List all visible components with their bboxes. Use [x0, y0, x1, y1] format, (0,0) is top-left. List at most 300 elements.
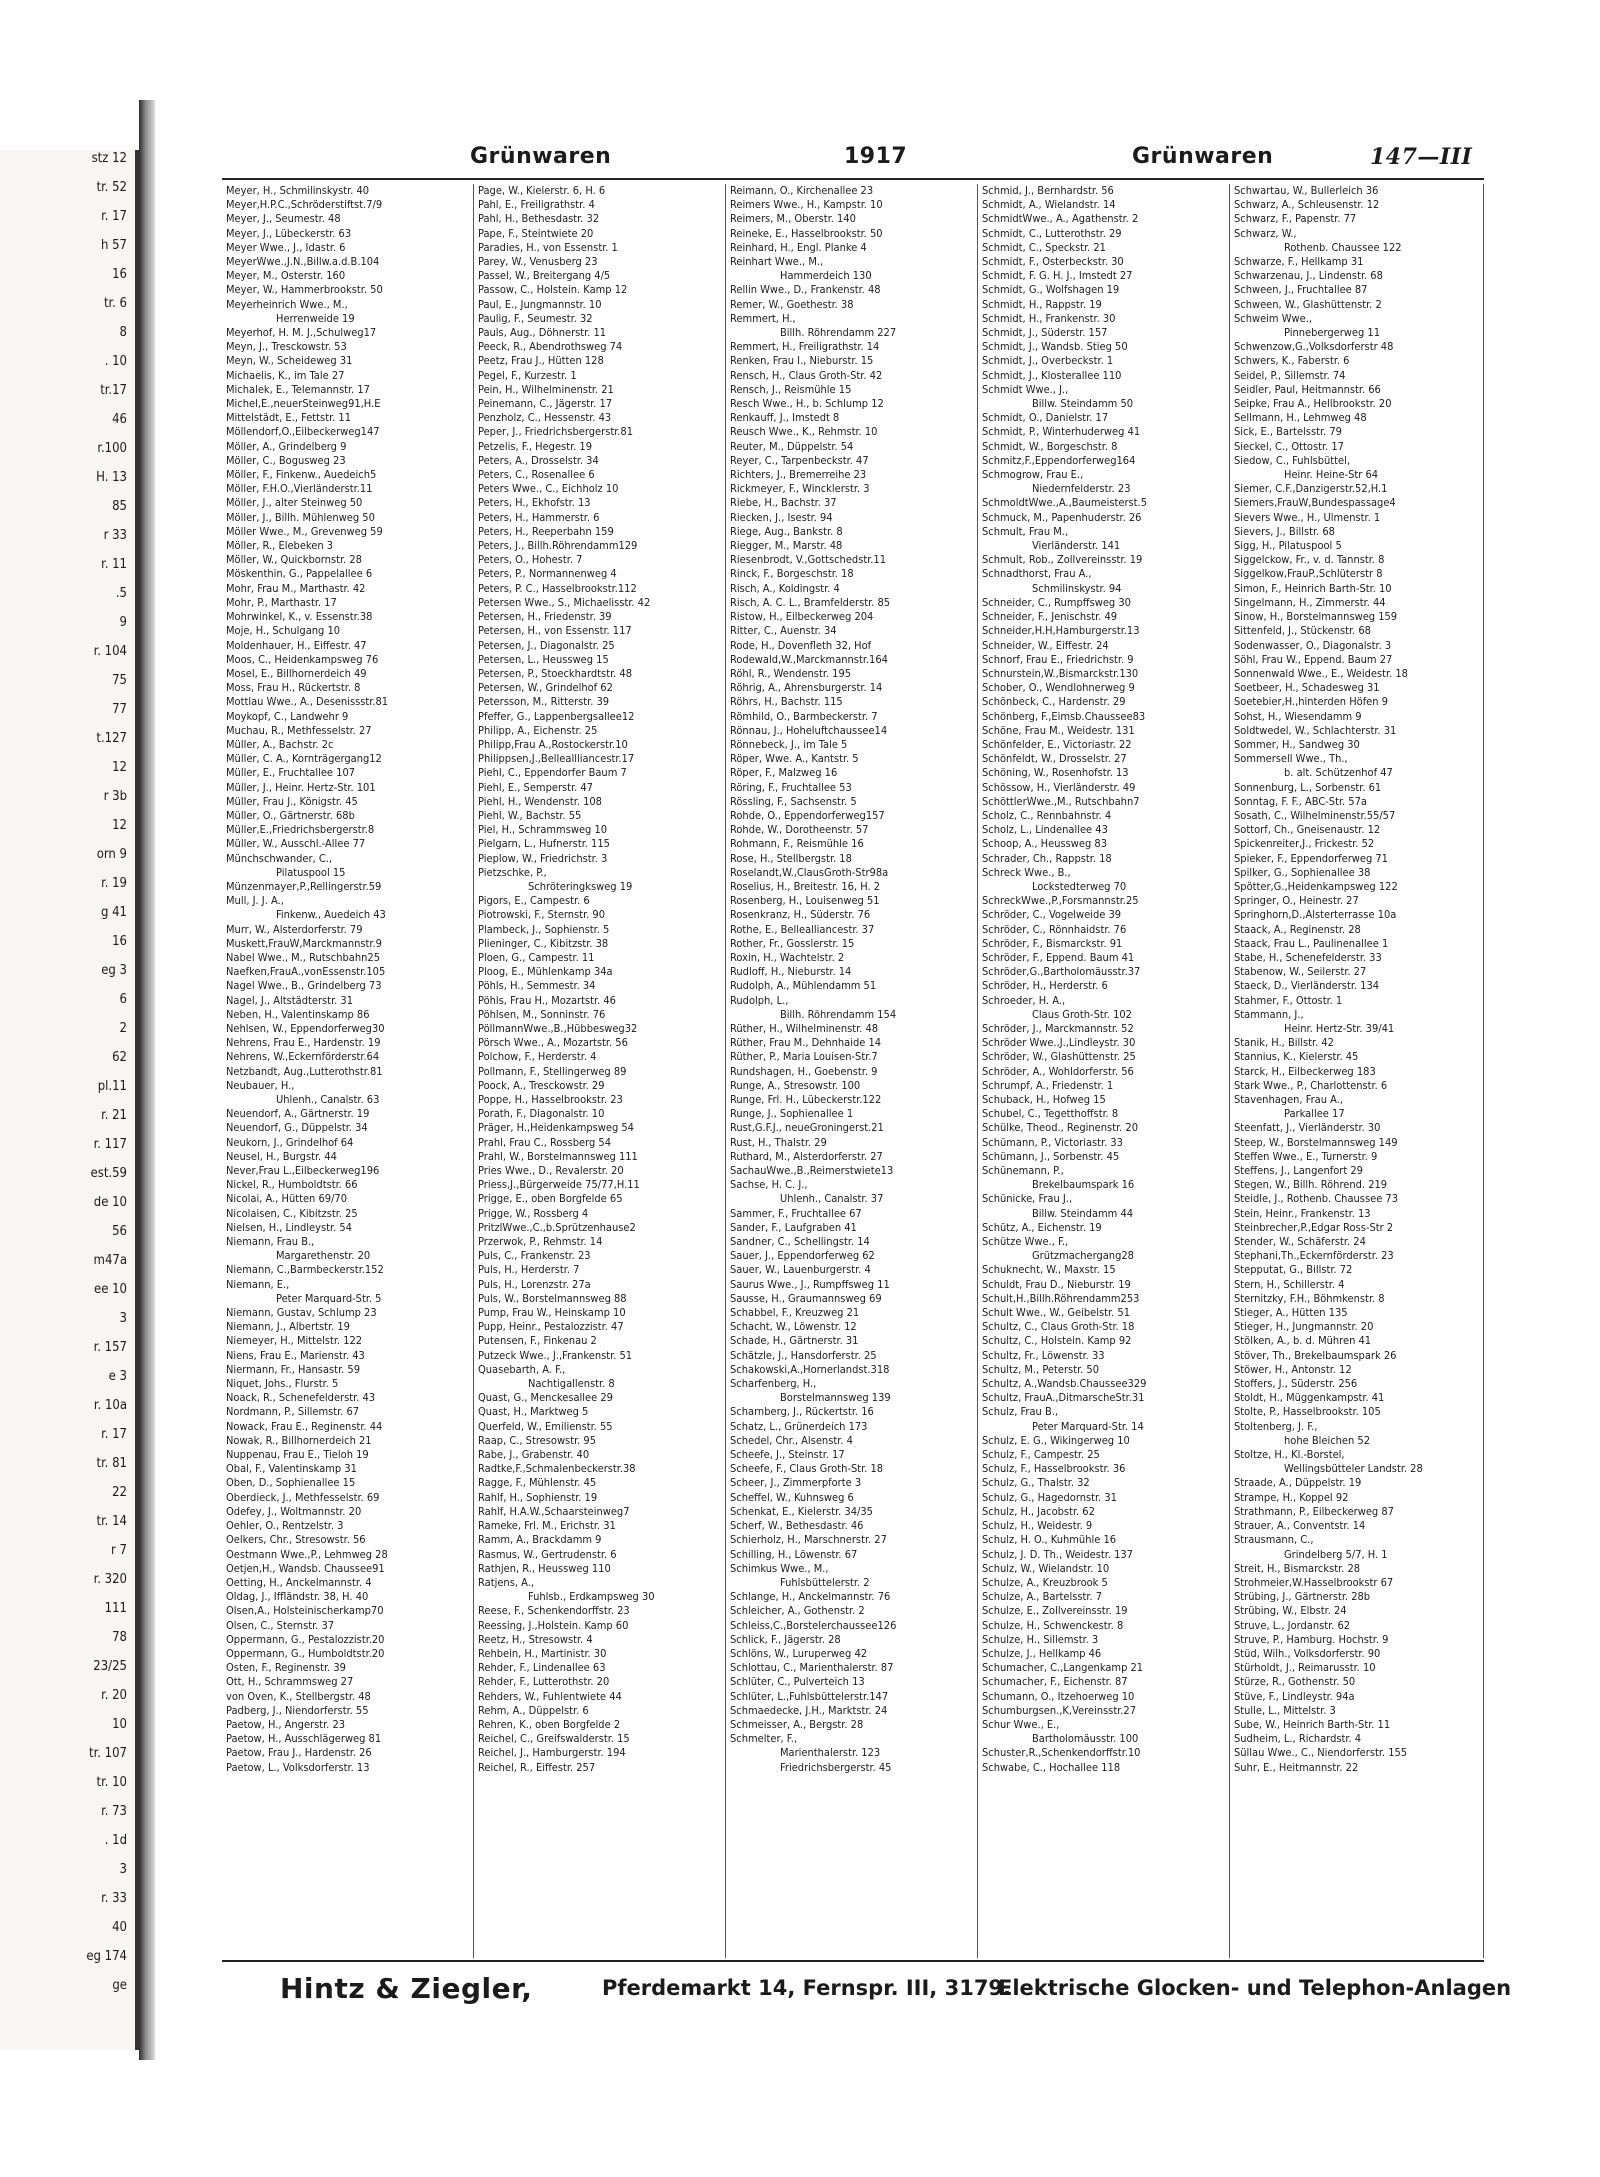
- directory-entry: Oberdieck, J., Methfesselstr. 69: [226, 1490, 380, 1504]
- facing-page-text-fragment: r. 11: [101, 557, 127, 572]
- directory-entry: Sittenfeld, J., Stückenstr. 68: [1234, 624, 1371, 638]
- directory-entry: Schlick, F., Jägerstr. 28: [730, 1632, 841, 1646]
- directory-entry: Schmidt, C., Speckstr. 21: [982, 240, 1106, 254]
- facing-page-text-fragment: tr. 6: [103, 296, 127, 311]
- directory-entry: Riege, Aug., Bankstr. 8: [730, 524, 843, 538]
- directory-entry: Schleiss,C.,Borstelerchaussee126: [730, 1618, 897, 1632]
- directory-entry: MeyerWwe.,J.N.,Billw.a.d.B.104: [226, 255, 380, 269]
- directory-entry: Sonnenburg, L., Sorbenstr. 61: [1234, 780, 1382, 794]
- running-head: [222, 138, 1484, 174]
- directory-entry: Stürholdt, J., Reimarusstr. 10: [1234, 1661, 1376, 1675]
- directory-entry: Pauls, Aug., Döhnerstr. 11: [478, 326, 607, 340]
- directory-entry: Möller, R., Elebeken 3: [226, 539, 334, 553]
- directory-entry: Stephani,Th.,Eckernförderstr. 23: [1234, 1249, 1394, 1263]
- directory-entry: Pfeffer, G., Lappenbergsallee12: [478, 709, 635, 723]
- directory-entry: PritzlWwe.,C.,b.Sprützenhause2: [478, 1220, 636, 1234]
- directory-entry: Peters, H., Ekhofstr. 13: [478, 496, 591, 510]
- directory-entry: Sinow, H., Borstelmannsweg 159: [1234, 610, 1398, 624]
- directory-entry: Stegen, W., Billh. Röhrend. 219: [1234, 1178, 1388, 1192]
- facing-page-text-fragment: 16: [112, 267, 127, 282]
- directory-entry: Peper, J., Friedrichsbergerstr.81: [478, 425, 634, 439]
- facing-page-text-fragment: tr.17: [100, 383, 127, 398]
- directory-entry: Schulze, A., Kreuzbrook 5: [982, 1575, 1108, 1589]
- facing-page-text-fragment: . 1d: [104, 1833, 127, 1848]
- directory-entry: Plieninger, C., Kibitzstr. 38: [478, 936, 609, 950]
- directory-entry: Borstelmannsweg 139: [780, 1391, 891, 1405]
- directory-entry: Schneider, W., Eiffestr. 24: [982, 638, 1109, 652]
- directory-entry: Pinnebergerweg 11: [1284, 326, 1381, 340]
- directory-entry: Strauer, A., Conventstr. 14: [1234, 1519, 1366, 1533]
- directory-entry: Siggelkow,FrauP.,Schlüterstr 8: [1234, 567, 1383, 581]
- directory-entry: Möskenthin, G., Pappelallee 6: [226, 567, 373, 581]
- directory-entry: Stabenow, W., Seilerstr. 27: [1234, 965, 1367, 979]
- directory-entry: Rudolph, A., Mühlendamm 51: [730, 979, 877, 993]
- directory-entry: Schwabe, C., Hochallee 118: [982, 1760, 1121, 1774]
- directory-entry: Olsen, C., Sternstr. 37: [226, 1618, 335, 1632]
- directory-entry: Reichel, R., Eiffestr. 257: [478, 1760, 596, 1774]
- advertisement-banner: [222, 1968, 1512, 2012]
- directory-entry: Schmult, Frau M.,: [982, 524, 1069, 538]
- directory-entry: Petersen, H., Friedenstr. 39: [478, 610, 612, 624]
- directory-entry: Möller Wwe., M., Grevenweg 59: [226, 524, 383, 538]
- facing-page-text-fragment: r. 17: [101, 1427, 127, 1442]
- directory-entry: Wellingsbütteler Landstr. 28: [1284, 1462, 1423, 1476]
- facing-page-text-fragment: r. 19: [101, 876, 127, 891]
- directory-entry: Schulz, H. O., Kuhmühle 16: [982, 1533, 1117, 1547]
- directory-entry: Petersen Wwe., S., Michaelisstr. 42: [478, 595, 651, 609]
- directory-entry: Schmidt, A., Wielandstr. 14: [982, 198, 1116, 212]
- directory-entry: Oben, D., Sophienallee 15: [226, 1476, 356, 1490]
- directory-entry: Pries Wwe., D., Revalerstr. 20: [478, 1164, 624, 1178]
- facing-page-text-fragment: .5: [115, 586, 127, 601]
- directory-entry: Scheefe, F., Claus Groth-Str. 18: [730, 1462, 884, 1476]
- directory-entry: Paul, E., Jungmannstr. 10: [478, 297, 602, 311]
- directory-entry: Paradies, H., von Essenstr. 1: [478, 240, 618, 254]
- directory-entry: Stavenhagen, Frau A.,: [1234, 1093, 1344, 1106]
- directory-entry: Meyerheinrich Wwe., M.,: [226, 297, 348, 311]
- directory-entry: Müller, E., Fruchtallee 107: [226, 766, 356, 780]
- directory-entry: Page, W., Kielerstr. 6, H. 6: [478, 184, 606, 197]
- directory-entry: Nehrens, Frau E., Hardenstr. 19: [226, 1036, 381, 1050]
- directory-entry: Schulze, J., Hellkamp 46: [982, 1646, 1102, 1660]
- directory-entry: Müller,E.,Friedrichsbergerstr.8: [226, 823, 375, 837]
- directory-entry: Grützmachergang28: [1032, 1249, 1134, 1263]
- directory-entry: Meyer, M., Osterstr. 160: [226, 269, 346, 283]
- directory-entry: Möller, J., Billh. Mühlenweg 50: [226, 510, 375, 524]
- directory-entry: Resch Wwe., H., b. Schlump 12: [730, 397, 884, 411]
- facing-page-text-fragment: tr. 107: [89, 1746, 127, 1761]
- directory-entry: Sandner, C., Schellingstr. 14: [730, 1235, 870, 1249]
- directory-entry: Sudheim, L., Richardstr. 4: [1234, 1732, 1362, 1746]
- directory-entry: Müller, Frau J., Königstr. 45: [226, 794, 358, 808]
- directory-entry: Steep, W., Borstelmannsweg 149: [1234, 1135, 1398, 1149]
- directory-entry: Piehl, W., Bachstr. 55: [478, 808, 582, 822]
- directory-entry: Nagel Wwe., B., Grindelberg 73: [226, 979, 382, 993]
- directory-entry: Stoltze, H., Kl.-Borstel,: [1234, 1448, 1345, 1462]
- directory-entry: Schönfelder, E., Victoriastr. 22: [982, 737, 1132, 751]
- directory-entry: Schlange, H., Anckelmannstr. 76: [730, 1590, 891, 1604]
- directory-entry: Piel, H., Schrammsweg 10: [478, 823, 608, 837]
- directory-entry: Spieker, F., Eppendorferweg 71: [1234, 851, 1388, 865]
- directory-entry: Schur Wwe., E.,: [982, 1717, 1060, 1731]
- directory-entry: Nehrens, W.,Eckernförderstr.64: [226, 1050, 380, 1064]
- directory-entry: Schünicke, Frau J.,: [982, 1192, 1073, 1206]
- directory-entry: Paetow, H., Angerstr. 23: [226, 1717, 346, 1731]
- directory-entry: Sohst, H., Wiesendamm 9: [1234, 709, 1362, 723]
- directory-entry: Münchschwander, C.,: [226, 851, 333, 865]
- directory-entry: Schmidt, H., Rappstr. 19: [982, 297, 1102, 311]
- facing-page-text-fragment: ge: [112, 1978, 127, 1993]
- directory-entry: Schmid, J., Bernhardstr. 56: [982, 184, 1114, 197]
- directory-entry: Möller, C., Bogusweg 23: [226, 453, 346, 467]
- directory-entry: Ragge, F., Mühlenstr. 45: [478, 1476, 597, 1490]
- directory-entry: Röring, F., Fruchtallee 53: [730, 780, 852, 794]
- directory-entry: Schmidt, F., Osterbeckstr. 30: [982, 255, 1124, 269]
- directory-entry: Strathmann, P., Eilbeckerweg 87: [1234, 1504, 1394, 1518]
- directory-entry: Runge, J., Sophienallee 1: [730, 1107, 854, 1121]
- directory-entry: Spötter,G.,Heidenkampsweg 122: [1234, 879, 1398, 893]
- directory-entry: Heinr. Hertz-Str. 39/41: [1284, 1021, 1395, 1035]
- directory-entry: Müller, W., Ausschl.-Allee 77: [226, 837, 366, 851]
- directory-entry: Peters Wwe., C., Eichholz 10: [478, 482, 619, 496]
- directory-entry: Scherf, W., Bethesdastr. 46: [730, 1519, 864, 1533]
- directory-entry: Schümann, J., Sorbenstr. 45: [982, 1149, 1120, 1163]
- directory-entry: Schöning, W., Rosenhofstr. 13: [982, 766, 1129, 780]
- facing-page-text-fragment: 22: [112, 1485, 127, 1500]
- directory-entry: Schröder, H., Herderstr. 6: [982, 979, 1108, 993]
- directory-entry: Schönfeldt, W., Drosselstr. 27: [982, 752, 1127, 766]
- directory-entry: Strausmann, C.,: [1234, 1533, 1314, 1547]
- directory-entry: Schult Wwe., W., Geibelstr. 51: [982, 1306, 1130, 1320]
- directory-entry: Rüther, H., Wilhelminenstr. 48: [730, 1021, 879, 1035]
- directory-entry: Schulze, E., Zollvereinsstr. 19: [982, 1604, 1128, 1618]
- facing-page-text-fragment: e 3: [108, 1369, 127, 1384]
- directory-entry: SachauWwe.,B.,Reimerstwiete13: [730, 1164, 894, 1178]
- directory-entry: Saurus Wwe., J., Rumpffsweg 11: [730, 1277, 890, 1291]
- directory-entry: Römhild, O., Barmbeckerstr. 7: [730, 709, 878, 723]
- directory-entry: Ploen, G., Campestr. 11: [478, 950, 595, 964]
- directory-entry: Stannius, K., Kielerstr. 45: [1234, 1050, 1359, 1064]
- directory-entry: Schwarz, F., Papenstr. 77: [1234, 212, 1357, 226]
- directory-entry: Prahl, W., Borstelmannsweg 111: [478, 1149, 638, 1163]
- directory-entry: Runge, Frl. H., Lübeckerstr.122: [730, 1093, 882, 1106]
- directory-entry: Pöhlsen, M., Sonninstr. 76: [478, 1007, 606, 1021]
- directory-page: [222, 138, 1512, 2058]
- directory-entry: Schuldt, Frau D., Nieburstr. 19: [982, 1277, 1131, 1291]
- directory-entry: Rodewald,W.,Marckmannstr.164: [730, 652, 888, 666]
- directory-entry: Schumacher, C.,Langenkamp 21: [982, 1661, 1144, 1675]
- directory-entry: Parey, W., Venusberg 23: [478, 255, 598, 269]
- directory-entry: Sommersell Wwe., Th.,: [1234, 752, 1348, 766]
- directory-entry: Schneider, C., Rumpffsweg 30: [982, 595, 1131, 609]
- facing-page-text-fragment: r. 117: [93, 1137, 127, 1152]
- directory-entry: Scharfenberg, H.,: [730, 1377, 817, 1391]
- directory-entry: Schween, W., Glashüttenstr. 2: [1234, 297, 1382, 311]
- directory-entry: Schmidt, G., Wolfshagen 19: [982, 283, 1120, 297]
- directory-entry: Scholz, L., Lindenallee 43: [982, 823, 1108, 837]
- directory-entry: Schweim Wwe.,: [1234, 311, 1312, 325]
- directory-entry: Struve, L., Jordanstr. 62: [1234, 1618, 1351, 1632]
- facing-page-text-fragment: 16: [112, 934, 127, 949]
- directory-entry: Schneider, F., Jenischstr. 49: [982, 610, 1118, 624]
- directory-entry: Schröder, F., Bismarckstr. 91: [982, 936, 1123, 950]
- directory-entry: Streit, H., Bismarckstr. 28: [1234, 1561, 1361, 1575]
- facing-page-text-fragment: 75: [112, 673, 127, 688]
- directory-entry: SchmidtWwe., A., Agathenstr. 2: [982, 212, 1139, 226]
- directory-entry: Schultz, C., Claus Groth-Str. 18: [982, 1320, 1135, 1334]
- directory-entry: Reimers, M., Oberstr. 140: [730, 212, 856, 226]
- directory-entry: Stöver, Th., Brekelbaumspark 26: [1234, 1348, 1397, 1362]
- directory-entry: Sauer, W., Lauenburgerstr. 4: [730, 1263, 871, 1277]
- directory-entry: Pigors, E., Campestr. 6: [478, 894, 590, 908]
- directory-entry: Riebe, H., Bachstr. 37: [730, 496, 837, 510]
- directory-entry: Philippsen,J.,Belleallliancestr.17: [478, 752, 635, 766]
- facing-page-text-fragment: 62: [112, 1050, 127, 1065]
- directory-entry: Puls, H., Lorenzstr. 27a: [478, 1277, 591, 1291]
- directory-entry: Schwenzow,G.,Volksdorferstr 48: [1234, 340, 1394, 354]
- directory-entry: Soetbeer, H., Schadesweg 31: [1234, 681, 1380, 695]
- directory-entry: Schmuck, M., Papenhuderstr. 26: [982, 510, 1142, 524]
- directory-column-3: [726, 184, 978, 1958]
- directory-entry: Möller, J., alter Steinweg 50: [226, 496, 363, 510]
- directory-entry: Rohmann, F., Reismühle 16: [730, 837, 864, 851]
- directory-entry: Stürze, R., Gothenstr. 50: [1234, 1675, 1356, 1689]
- directory-entry: Singelmann, H., Zimmerstr. 44: [1234, 595, 1386, 609]
- directory-entry: Quast, H., Marktweg 5: [478, 1405, 589, 1419]
- directory-entry: Stender, W., Schäferstr. 24: [1234, 1235, 1366, 1249]
- directory-entry: Rathjen, R., Heussweg 110: [478, 1561, 611, 1575]
- facing-page-text-fragment: 78: [112, 1630, 127, 1645]
- directory-entry: Reimann, O., Kirchenallee 23: [730, 184, 874, 197]
- directory-entry: Nowak, R., Billhornerdeich 21: [226, 1433, 372, 1447]
- year: 1917: [844, 144, 908, 169]
- directory-entry: Schuster,R.,Schenkendorffstr.10: [982, 1746, 1141, 1760]
- directory-entry: Schmidt, J., Süderstr. 157: [982, 326, 1108, 340]
- advert-address: Pferdemarkt 14, Fernspr. III, 3179.: [602, 1976, 1012, 2000]
- directory-entry: Schoop, A., Heussweg 83: [982, 837, 1107, 851]
- directory-entry: Piehl, E., Semperstr. 47: [478, 780, 593, 794]
- directory-entry: Nicolai, A., Hütten 69/70: [226, 1192, 347, 1206]
- directory-entry: Scheefe, J., Steinstr. 17: [730, 1448, 845, 1462]
- directory-entry: Oelkers, Chr., Stresowstr. 56: [226, 1533, 366, 1547]
- directory-entry: Meyerhof, H. M. J.,Schulweg17: [226, 326, 377, 340]
- directory-entry: Radtke,F.,Schmalenbeckerstr.38: [478, 1462, 636, 1476]
- directory-entry: Schultz, A.,Wandsb.Chaussee329: [982, 1377, 1147, 1391]
- directory-entry: Scheffel, W., Kuhnsweg 6: [730, 1490, 854, 1504]
- directory-entry: Paulig, F., Seumestr. 32: [478, 311, 593, 325]
- directory-entry: Möllendorf,O.,Eilbeckerweg147: [226, 425, 380, 439]
- directory-entry: Rehren, K., oben Borgfelde 2: [478, 1717, 621, 1731]
- directory-entry: SchreckWwe.,P.,Forsmannstr.25: [982, 894, 1139, 908]
- facing-page-text-fragment: r. 17: [101, 209, 127, 224]
- directory-entry: Reuter, M., Düppelstr. 54: [730, 439, 854, 453]
- directory-entry: Stieger, H., Jungmannstr. 20: [1234, 1320, 1374, 1334]
- directory-entry: Schröder, J., Marckmannstr. 52: [982, 1021, 1134, 1035]
- directory-entry: Schwers, K., Faberstr. 6: [1234, 354, 1350, 368]
- directory-entry: Reichel, C., Greifswalderstr. 15: [478, 1732, 630, 1746]
- directory-entry: Hammerdeich 130: [780, 269, 872, 283]
- directory-entry: Schnurstein,W.,Bismarckstr.130: [982, 666, 1139, 680]
- directory-entry: Paetow, L., Volksdorferstr. 13: [226, 1760, 370, 1774]
- directory-entry: Ploog, E., Mühlenkamp 34a: [478, 965, 613, 979]
- facing-page-text-fragment: r. 21: [101, 1108, 127, 1123]
- directory-entry: Prigge, W., Rossberg 4: [478, 1206, 589, 1220]
- directory-entry: Rode, H., Dovenfleth 32, Hof: [730, 638, 872, 652]
- facing-page-text-fragment: r 33: [103, 528, 127, 543]
- directory-entry: Schröder, C., Vogelweide 39: [982, 908, 1122, 922]
- facing-page-text-fragment: m47a: [93, 1253, 127, 1268]
- directory-entry: Niemann, E.,: [226, 1277, 290, 1291]
- facing-page-text-fragment: pl.11: [97, 1079, 127, 1094]
- directory-entry: Sommer, H., Sandweg 30: [1234, 737, 1360, 751]
- directory-entry: Peters, A., Drosselstr. 34: [478, 453, 599, 467]
- directory-entry: Oppermann, G., Humboldtstr.20: [226, 1646, 385, 1660]
- directory-entry: Plambeck, J., Sophienstr. 5: [478, 922, 610, 936]
- directory-entry: Niens, Frau E., Marienstr. 43: [226, 1348, 365, 1362]
- directory-entry: Möller, F.H.O.,Vierländerstr.11: [226, 482, 373, 496]
- directory-entry: Putzeck Wwe., J.,Frankenstr. 51: [478, 1348, 633, 1362]
- directory-entry: Mottlau Wwe., A., Desenissstr.81: [226, 695, 389, 709]
- directory-entry: Marienthalerstr. 123: [780, 1746, 881, 1760]
- facing-page-text-fragment: 46: [112, 412, 127, 427]
- directory-entry: Seipke, Frau A., Hellbrookstr. 20: [1234, 397, 1392, 411]
- directory-entry: Siedow, C., Fuhlsbüttel,: [1234, 453, 1351, 467]
- directory-entry: Pollmann, F., Stellingerweg 89: [478, 1064, 627, 1078]
- directory-entry: Niemeyer, H., Mittelstr. 122: [226, 1334, 363, 1348]
- directory-entry: Petersen, W., Grindelhof 62: [478, 681, 613, 695]
- directory-entry: Schlüter, L.,Fuhlsbüttelerstr.147: [730, 1689, 889, 1703]
- directory-entry: Strampe, H., Koppel 92: [1234, 1490, 1349, 1504]
- facing-page-text-fragment: tr. 81: [96, 1456, 127, 1471]
- directory-entry: Rose, H., Stellbergstr. 18: [730, 851, 852, 865]
- header-rule: [222, 178, 1484, 180]
- directory-entry: Rössling, F., Sachsenstr. 5: [730, 794, 857, 808]
- directory-entry: Michaelis, K., im Tale 27: [226, 368, 345, 382]
- directory-entry: Remmert, H.,: [730, 311, 796, 325]
- directory-entry: Straade, A., Düppelstr. 19: [1234, 1476, 1362, 1490]
- directory-entry: Herrenweide 19: [276, 311, 355, 325]
- directory-entry: Peeck, R., Abendrothsweg 74: [478, 340, 623, 354]
- facing-page-text-fragment: 12: [112, 760, 127, 775]
- directory-entry: Schülke, Theod., Reginenstr. 20: [982, 1121, 1139, 1135]
- facing-page-text-fragment: . 10: [104, 354, 127, 369]
- directory-entry: Billw. Steindamm 50: [1032, 397, 1134, 411]
- directory-entry: Piehl, C., Eppendorfer Baum 7: [478, 766, 627, 780]
- directory-entry: Sube, W., Heinrich Barth-Str. 11: [1234, 1717, 1391, 1731]
- directory-entry: Sausse, H., Graumannsweg 69: [730, 1291, 882, 1305]
- directory-entry: Mohr, Frau M., Marthastr. 42: [226, 581, 366, 595]
- directory-entry: Schultz, C., Holstein. Kamp 92: [982, 1334, 1132, 1348]
- facing-page-text-fragment: de 10: [93, 1195, 127, 1210]
- directory-entry: Schwarzenau, J., Lindenstr. 68: [1234, 269, 1383, 283]
- directory-entry: Sosath, C., Wilhelminenstr.55/57: [1234, 808, 1396, 822]
- directory-entry: Niemann, J., Albertstr. 19: [226, 1320, 350, 1334]
- directory-entry: Puls, H., Herderstr. 7: [478, 1263, 580, 1277]
- directory-entry: Schenkat, E., Kielerstr. 34/35: [730, 1504, 873, 1518]
- directory-entry: Schmilinskystr. 94: [1032, 581, 1122, 595]
- directory-entry: Schröder Wwe.,J.,Lindleystr. 30: [982, 1036, 1136, 1050]
- directory-entry: Schultz, FrauA.,DitmarscheStr.31: [982, 1391, 1145, 1405]
- directory-entry: Schwarze, F., Hellkamp 31: [1234, 255, 1364, 269]
- directory-entry: Schatz, L., Grünerdeich 173: [730, 1419, 868, 1433]
- directory-entry: Meyer,H.P.C.,Schröderstiftst.7/9: [226, 198, 383, 212]
- directory-entry: Grindelberg 5/7, H. 1: [1284, 1547, 1388, 1561]
- directory-entry: Heinr. Heine-Str 64: [1284, 468, 1379, 482]
- directory-entry: Nordmann, P., Sillemstr. 67: [226, 1405, 360, 1419]
- facing-page-fragment: [0, 150, 139, 2050]
- directory-entry: Steffens, J., Langenfort 29: [1234, 1164, 1363, 1178]
- directory-entry: Rellin Wwe., D., Frankenstr. 48: [730, 283, 881, 297]
- directory-entry: Niemann, Gustav, Schlump 23: [226, 1306, 377, 1320]
- directory-entry: Poock, A., Tresckowstr. 29: [478, 1078, 605, 1092]
- facing-page-text-fragment: eg 174: [86, 1949, 127, 1964]
- directory-entry: Schultz, M., Peterstr. 50: [982, 1362, 1100, 1376]
- directory-entry: Pegel, F., Kurzestr. 1: [478, 368, 577, 382]
- directory-entry: Schmidt, W., Borgeschstr. 8: [982, 439, 1118, 453]
- directory-entry: Remer, W., Goethestr. 38: [730, 297, 854, 311]
- directory-entry: Peter Marquard-Str. 14: [1032, 1419, 1144, 1433]
- directory-entry: Simon, F., Heinrich Barth-Str. 10: [1234, 581, 1392, 595]
- directory-entry: Rasmus, W., Gertrudenstr. 6: [478, 1547, 617, 1561]
- directory-entry: Sauer, J., Eppendorferweg 62: [730, 1249, 875, 1263]
- directory-entry: Nowack, Frau E., Reginenstr. 44: [226, 1419, 383, 1433]
- directory-entry: Spickenreiter,J., Frickestr. 52: [1234, 837, 1375, 851]
- directory-entry: Oehler, O., Rentzelstr. 3: [226, 1519, 344, 1533]
- directory-entry: Schröder,G.,Bartholomäusstr.37: [982, 965, 1141, 979]
- directory-entry: Schubel, C., Tegetthoffstr. 8: [982, 1107, 1119, 1121]
- directory-entry: Peter Marquard-Str. 5: [276, 1291, 382, 1305]
- directory-entry: Präger, H.,Heidenkampsweg 54: [478, 1121, 634, 1135]
- facing-page-text-fragment: H. 13: [96, 470, 127, 485]
- directory-entry: Uhlenh., Canalstr. 63: [276, 1093, 380, 1106]
- directory-entry: Stammann, J.,: [1234, 1007, 1304, 1021]
- facing-page-text-fragment: 2: [119, 1021, 127, 1036]
- directory-entry: Olsen,A., Holsteinischerkamp70: [226, 1604, 384, 1618]
- directory-entry: Strohmeier,W.Hasselbrookstr 67: [1234, 1575, 1394, 1589]
- directory-entry: Schumann, O., Itzehoerweg 10: [982, 1689, 1135, 1703]
- directory-entry: Petersen, J., Diagonalstr. 25: [478, 638, 615, 652]
- directory-entry: Nuppenau, Frau E., Tieloh 19: [226, 1448, 369, 1462]
- directory-entry: Neubauer, H.,: [226, 1078, 295, 1092]
- directory-entry: Polchow, F., Herderstr. 4: [478, 1050, 597, 1064]
- section-title-right: Grünwaren: [1132, 144, 1274, 169]
- directory-entry: Oldag, J., Iffländstr. 38, H. 40: [226, 1590, 369, 1604]
- directory-entry: Porath, F., Diagonalstr. 10: [478, 1107, 605, 1121]
- directory-entry: Mosel, E., Billhornerdeich 49: [226, 666, 367, 680]
- directory-entry: Schünemann, P.,: [982, 1164, 1064, 1178]
- directory-entry: Meyer, H., Schmilinskystr. 40: [226, 184, 370, 197]
- directory-entry: Schulze, H., Schwenckestr. 8: [982, 1618, 1124, 1632]
- directory-entry: Stöwer, H., Antonstr. 12: [1234, 1362, 1352, 1376]
- directory-entry: Schedel, Chr., Alsenstr. 4: [730, 1433, 853, 1447]
- directory-entry: Röper, F., Malzweg 16: [730, 766, 838, 780]
- directory-entry: Nicolaisen, C., Kibitzstr. 25: [226, 1206, 358, 1220]
- directory-entry: Rehder, F., Lutterothstr. 20: [478, 1675, 610, 1689]
- facing-page-text-fragment: g 41: [100, 905, 127, 920]
- directory-entry: Riesenbrodt, V.,Gottschedstr.11: [730, 553, 887, 567]
- directory-entry: Schober, O., Wendlohnerweg 9: [982, 681, 1135, 695]
- directory-entry: Peters, O., Hohestr. 7: [478, 553, 583, 567]
- directory-entry: Querfeld, W., Emilienstr. 55: [478, 1419, 613, 1433]
- directory-entry: Murr, W., Alsterdorferstr. 79: [226, 922, 363, 936]
- directory-entry: Schütze Wwe., F.,: [982, 1235, 1069, 1249]
- directory-entry: Ramm, A., Brackdamm 9: [478, 1533, 602, 1547]
- directory-entry: Schimkus Wwe., M.,: [730, 1561, 829, 1575]
- directory-entry: Stahmer, F., Ottostr. 1: [1234, 993, 1343, 1007]
- directory-entry: Risch, A., Koldingstr. 4: [730, 581, 840, 595]
- directory-entry: Moykopf, C., Landwehr 9: [226, 709, 349, 723]
- directory-entry: Peters, H., Reeperbahn 159: [478, 524, 614, 538]
